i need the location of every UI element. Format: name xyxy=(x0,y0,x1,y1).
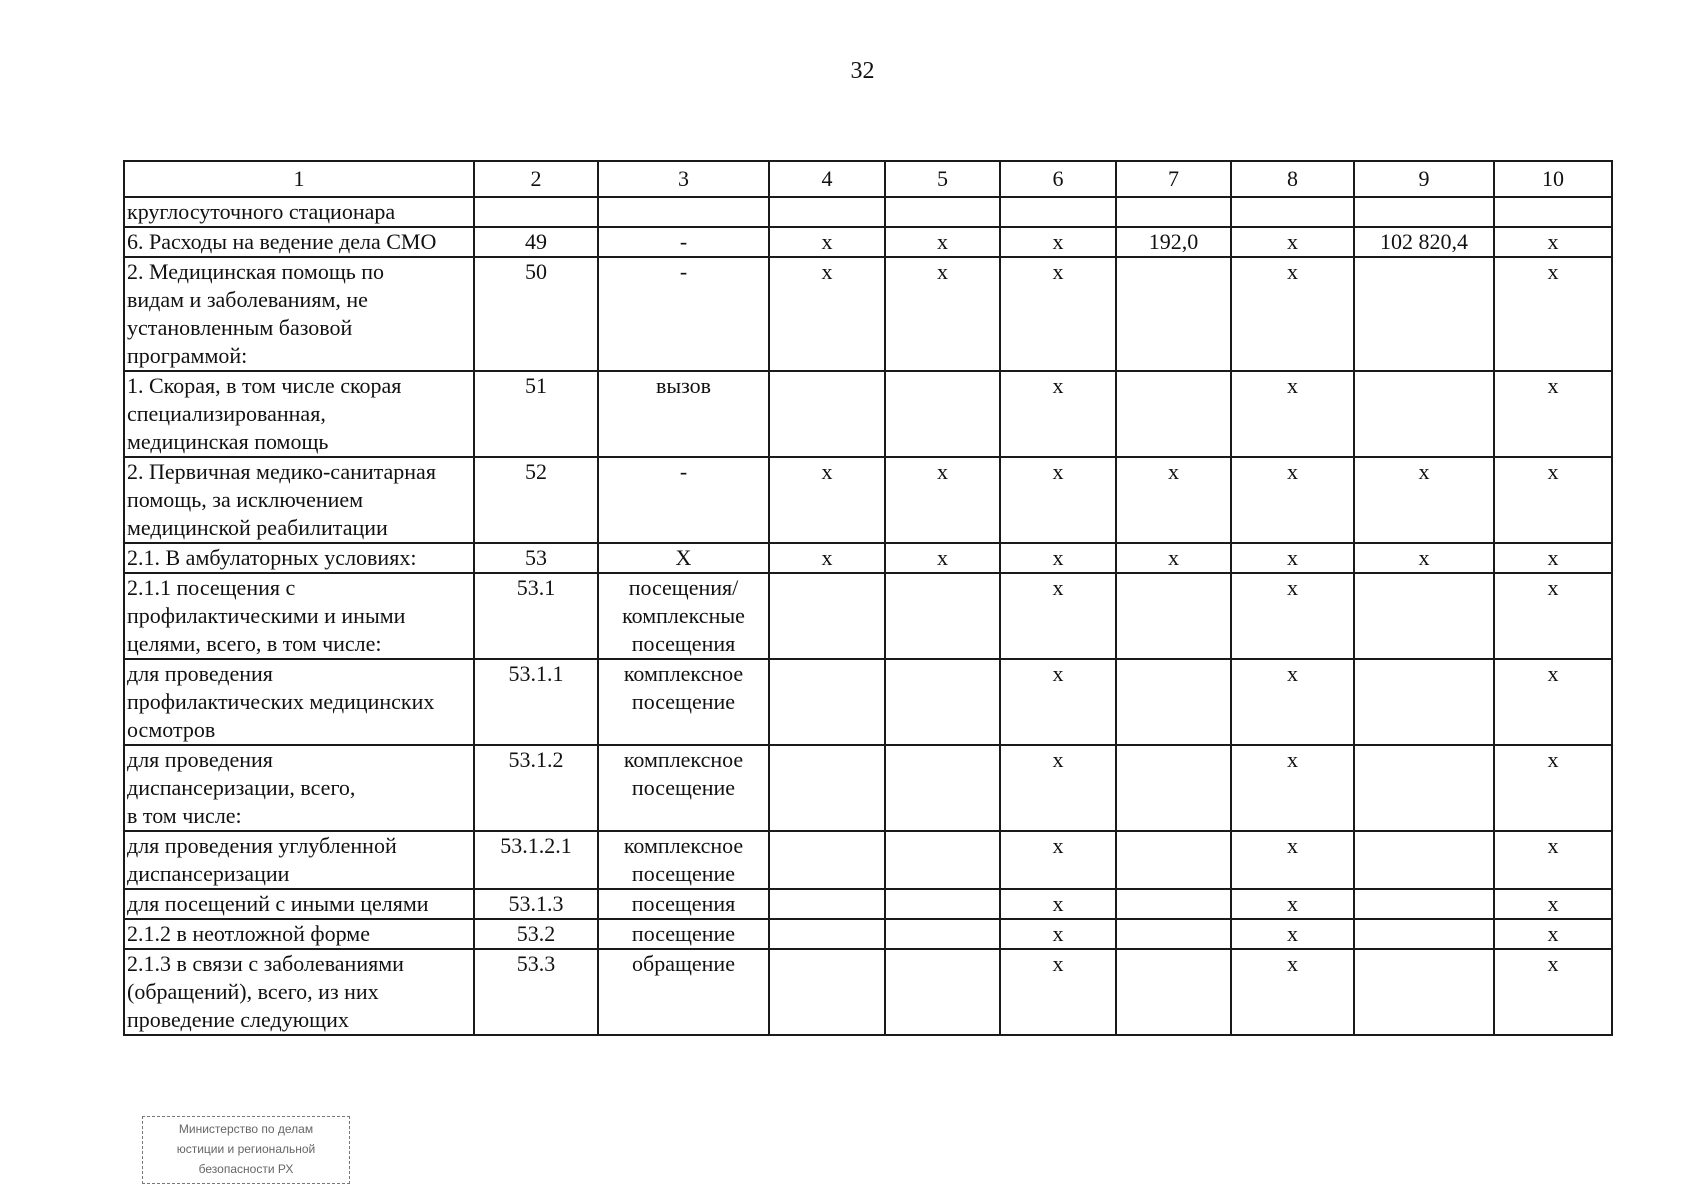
name-cell: круглосуточного стационара xyxy=(124,197,474,227)
col6-cell: x xyxy=(1000,919,1116,949)
col6-cell: x xyxy=(1000,257,1116,371)
table-row xyxy=(124,227,1612,257)
col9-cell xyxy=(1354,919,1494,949)
col10-cell: x xyxy=(1494,919,1612,949)
col6-cell: x xyxy=(1000,371,1116,457)
col9-cell xyxy=(1354,659,1494,745)
name-cell: 2.1. В амбулаторных условиях: xyxy=(124,543,474,573)
unit-cell: - xyxy=(598,257,769,371)
col9-cell xyxy=(1354,889,1494,919)
code-cell: 53 xyxy=(474,543,598,573)
col9-cell xyxy=(1354,371,1494,457)
col9-cell: 102 820,4 xyxy=(1354,227,1494,257)
col4-cell: x xyxy=(769,543,885,573)
unit-cell: комплексное посещение xyxy=(598,831,769,889)
col8-cell: x xyxy=(1231,949,1354,1035)
col5-cell xyxy=(885,371,1000,457)
table-row xyxy=(124,949,1612,1035)
col7-cell xyxy=(1116,949,1231,1035)
col10-cell: x xyxy=(1494,371,1612,457)
col6-cell: x xyxy=(1000,831,1116,889)
column-number-cell: 1 xyxy=(124,161,474,197)
name-cell: для проведения углубленной диспансеризации xyxy=(124,831,474,889)
unit-cell: комплексное посещение xyxy=(598,745,769,831)
col6-cell: x xyxy=(1000,745,1116,831)
name-cell: 2.1.3 в связи с заболеваниями (обращений), всего, из них проведение следующих xyxy=(124,949,474,1035)
col10-cell: x xyxy=(1494,227,1612,257)
col4-cell xyxy=(769,573,885,659)
code-cell: 50 xyxy=(474,257,598,371)
col7-cell xyxy=(1116,831,1231,889)
col7-cell: 192,0 xyxy=(1116,227,1231,257)
column-number-cell: 6 xyxy=(1000,161,1116,197)
col10-cell: x xyxy=(1494,659,1612,745)
col10-cell: x xyxy=(1494,573,1612,659)
col6-cell: x xyxy=(1000,227,1116,257)
col5-cell xyxy=(885,889,1000,919)
col7-cell xyxy=(1116,659,1231,745)
col10-cell: x xyxy=(1494,257,1612,371)
table-row xyxy=(124,573,1612,659)
col5-cell: x xyxy=(885,543,1000,573)
col10-cell: x xyxy=(1494,457,1612,543)
unit-cell: X xyxy=(598,543,769,573)
col5-cell: x xyxy=(885,257,1000,371)
col4-cell: x xyxy=(769,257,885,371)
col7-cell xyxy=(1116,745,1231,831)
name-cell: для проведения диспансеризации, всего, в том числе: xyxy=(124,745,474,831)
col5-cell xyxy=(885,197,1000,227)
col8-cell: x xyxy=(1231,257,1354,371)
col5-cell xyxy=(885,949,1000,1035)
unit-cell: посещения xyxy=(598,889,769,919)
stamp-line: безопасности РХ xyxy=(198,1162,294,1176)
code-cell: 49 xyxy=(474,227,598,257)
col5-cell: x xyxy=(885,457,1000,543)
col9-cell xyxy=(1354,573,1494,659)
code-cell: 51 xyxy=(474,371,598,457)
table-row xyxy=(124,889,1612,919)
table-row xyxy=(124,919,1612,949)
code-cell: 53.2 xyxy=(474,919,598,949)
name-cell: для посещений с иными целями xyxy=(124,889,474,919)
stamp-line: юстиции и региональной xyxy=(176,1142,316,1156)
col7-cell xyxy=(1116,573,1231,659)
col4-cell xyxy=(769,919,885,949)
name-cell: 6. Расходы на ведение дела СМО xyxy=(124,227,474,257)
col5-cell xyxy=(885,659,1000,745)
table-row xyxy=(124,457,1612,543)
name-cell: 1. Скорая, в том числе скорая специализированная, медицинская помощь xyxy=(124,371,474,457)
col7-cell: x xyxy=(1116,457,1231,543)
col8-cell: x xyxy=(1231,573,1354,659)
col4-cell xyxy=(769,371,885,457)
code-cell: 53.1 xyxy=(474,573,598,659)
col8-cell: x xyxy=(1231,831,1354,889)
document-table xyxy=(123,160,1613,1036)
name-cell: для проведения профилактических медицинских осмотров xyxy=(124,659,474,745)
unit-cell: вызов xyxy=(598,371,769,457)
col8-cell: x xyxy=(1231,919,1354,949)
col7-cell xyxy=(1116,371,1231,457)
stamp-line: Министерство по делам xyxy=(178,1122,314,1136)
col9-cell xyxy=(1354,197,1494,227)
table-row xyxy=(124,831,1612,889)
table-row xyxy=(124,659,1612,745)
column-number-cell: 9 xyxy=(1354,161,1494,197)
col8-cell xyxy=(1231,197,1354,227)
unit-cell: комплексное посещение xyxy=(598,659,769,745)
page-number: 32 xyxy=(850,58,875,84)
col10-cell xyxy=(1494,197,1612,227)
col6-cell: x xyxy=(1000,889,1116,919)
col6-cell: x xyxy=(1000,949,1116,1035)
col7-cell: x xyxy=(1116,543,1231,573)
name-cell: 2.1.2 в неотложной форме xyxy=(124,919,474,949)
col7-cell xyxy=(1116,197,1231,227)
code-cell: 52 xyxy=(474,457,598,543)
col4-cell xyxy=(769,197,885,227)
unit-cell: - xyxy=(598,457,769,543)
col8-cell: x xyxy=(1231,227,1354,257)
table-row xyxy=(124,543,1612,573)
col7-cell xyxy=(1116,257,1231,371)
unit-cell xyxy=(598,197,769,227)
unit-cell: - xyxy=(598,227,769,257)
col9-cell: x xyxy=(1354,543,1494,573)
col8-cell: x xyxy=(1231,745,1354,831)
table-header-row xyxy=(124,161,1612,197)
col8-cell: x xyxy=(1231,457,1354,543)
name-cell: 2.1.1 посещения с профилактическими и иными целями, всего, в том числе: xyxy=(124,573,474,659)
column-number-cell: 8 xyxy=(1231,161,1354,197)
col5-cell xyxy=(885,919,1000,949)
code-cell: 53.1.2.1 xyxy=(474,831,598,889)
col6-cell: x xyxy=(1000,573,1116,659)
col5-cell xyxy=(885,831,1000,889)
table-row xyxy=(124,197,1612,227)
col5-cell: x xyxy=(885,227,1000,257)
table-body xyxy=(124,161,1612,1035)
col9-cell: x xyxy=(1354,457,1494,543)
column-number-cell: 10 xyxy=(1494,161,1612,197)
column-number-cell: 5 xyxy=(885,161,1000,197)
col9-cell xyxy=(1354,745,1494,831)
col4-cell xyxy=(769,949,885,1035)
unit-cell: посещения/ комплексные посещения xyxy=(598,573,769,659)
column-number-cell: 7 xyxy=(1116,161,1231,197)
col5-cell xyxy=(885,745,1000,831)
col4-cell xyxy=(769,659,885,745)
col6-cell: x xyxy=(1000,543,1116,573)
col10-cell: x xyxy=(1494,745,1612,831)
col9-cell xyxy=(1354,831,1494,889)
code-cell: 53.3 xyxy=(474,949,598,1035)
stamp xyxy=(142,1116,350,1184)
col10-cell: x xyxy=(1494,543,1612,573)
col10-cell: x xyxy=(1494,889,1612,919)
column-number-cell: 4 xyxy=(769,161,885,197)
column-number-cell: 2 xyxy=(474,161,598,197)
name-cell: 2. Медицинская помощь по видам и заболеваниям, не установленным базовой программой: xyxy=(124,257,474,371)
col10-cell: x xyxy=(1494,949,1612,1035)
code-cell: 53.1.1 xyxy=(474,659,598,745)
col6-cell: x xyxy=(1000,457,1116,543)
col8-cell: x xyxy=(1231,889,1354,919)
table-row xyxy=(124,745,1612,831)
col5-cell xyxy=(885,573,1000,659)
col9-cell xyxy=(1354,257,1494,371)
column-number-cell: 3 xyxy=(598,161,769,197)
col6-cell xyxy=(1000,197,1116,227)
col9-cell xyxy=(1354,949,1494,1035)
col4-cell xyxy=(769,831,885,889)
col8-cell: x xyxy=(1231,371,1354,457)
col4-cell: x xyxy=(769,457,885,543)
col7-cell xyxy=(1116,889,1231,919)
col7-cell xyxy=(1116,919,1231,949)
col4-cell xyxy=(769,745,885,831)
col10-cell: x xyxy=(1494,831,1612,889)
col4-cell: x xyxy=(769,227,885,257)
code-cell: 53.1.2 xyxy=(474,745,598,831)
code-cell: 53.1.3 xyxy=(474,889,598,919)
col8-cell: x xyxy=(1231,659,1354,745)
unit-cell: обращение xyxy=(598,949,769,1035)
col4-cell xyxy=(769,889,885,919)
unit-cell: посещение xyxy=(598,919,769,949)
code-cell xyxy=(474,197,598,227)
table-row xyxy=(124,257,1612,371)
name-cell: 2. Первичная медико-санитарная помощь, за исключением медицинской реабилитации xyxy=(124,457,474,543)
col6-cell: x xyxy=(1000,659,1116,745)
table-row xyxy=(124,371,1612,457)
col8-cell: x xyxy=(1231,543,1354,573)
